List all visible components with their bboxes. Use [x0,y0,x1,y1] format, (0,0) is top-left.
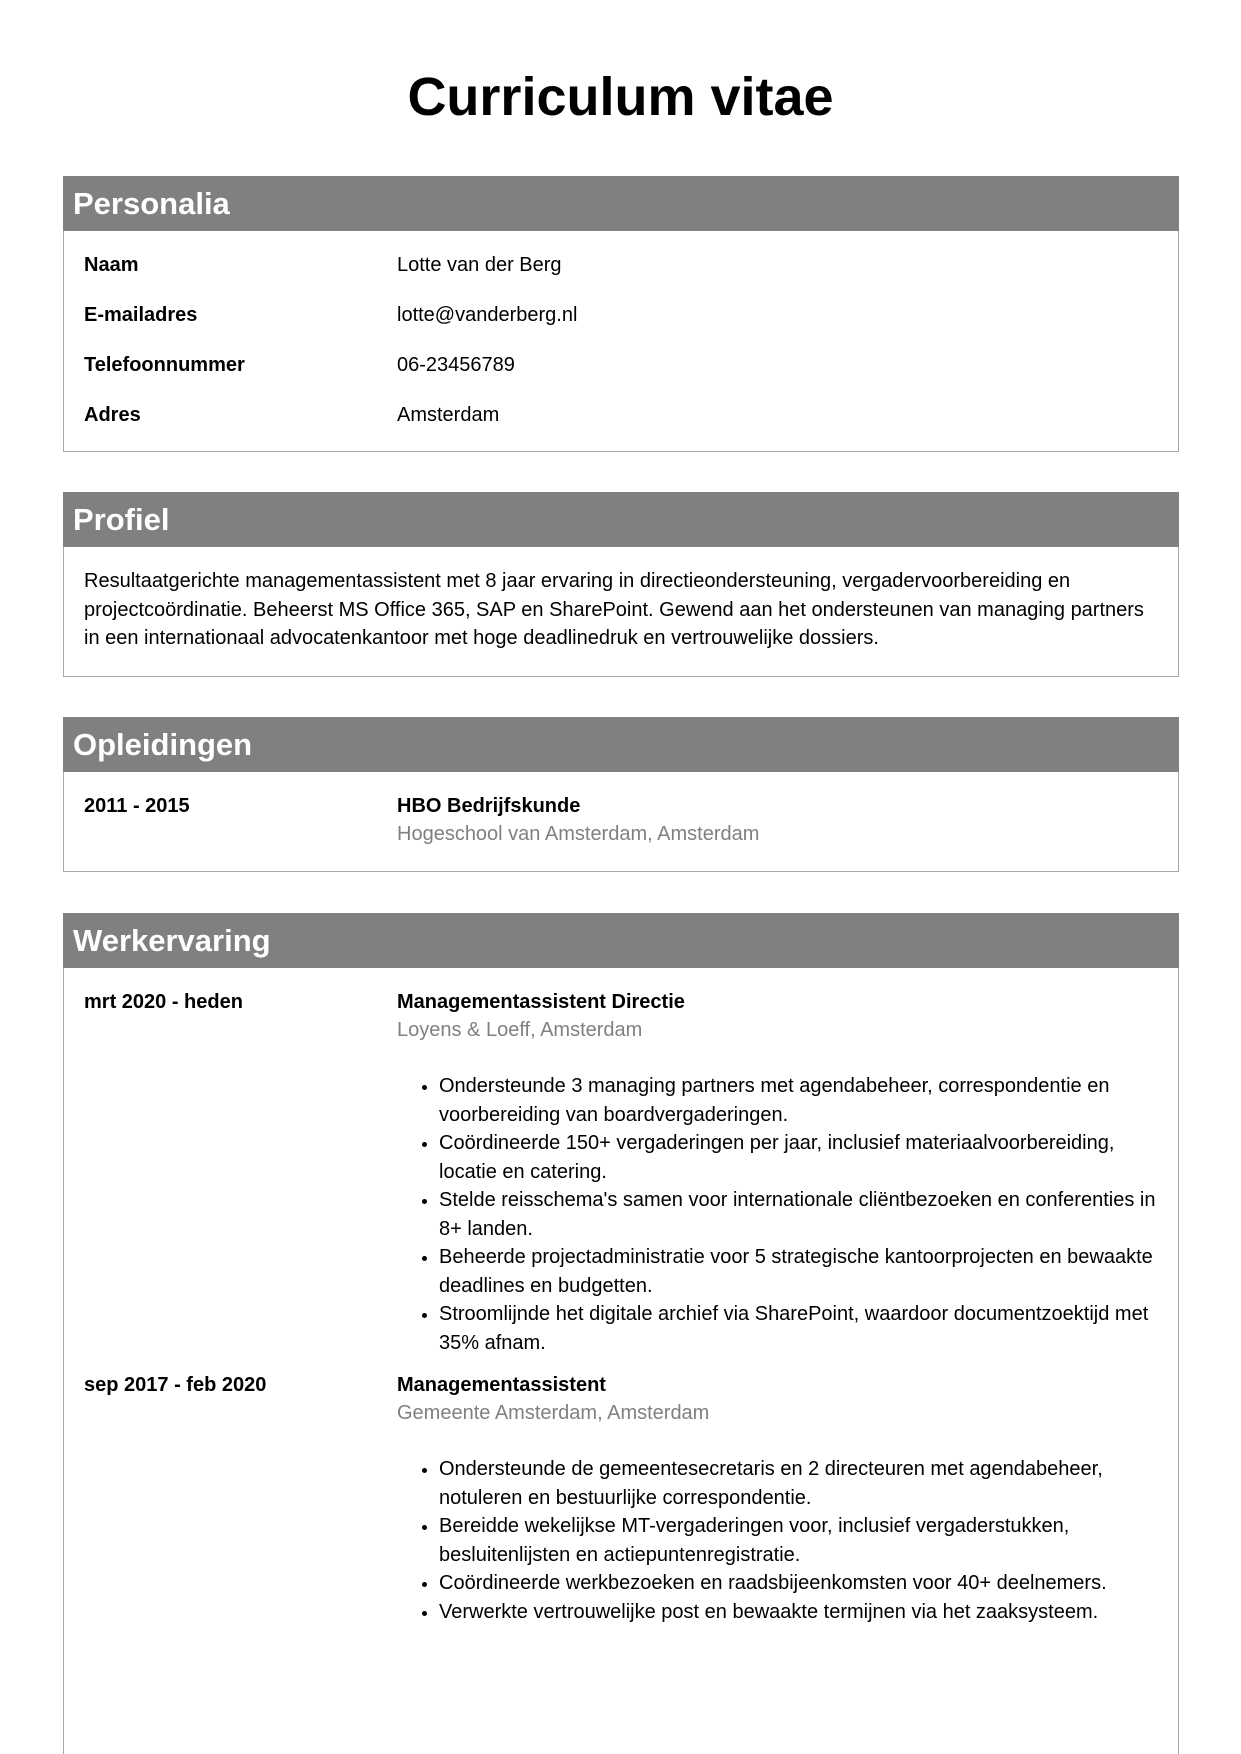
entry-organization: Loyens & Loeff, Amsterdam [397,1019,643,1041]
opleidingen-section [63,717,1179,872]
entry-period: 2011 - 2015 [84,795,190,817]
field-value: Lotte van der Berg [397,254,562,276]
field-label: Telefoonnummer [84,354,245,376]
profile-text: Resultaatgerichte managementassistent met 8 jaar ervaring in directieondersteuning, vergadervoorbereiding en projectcoördinatie. Beheerst MS Office 365, SAP en SharePoint. Gewend aan het ondersteunen van managing partners in een internationaal advocatenkantoor met hoge deadlinedruk en vertrouwelijke dossiers. [84,570,1144,649]
list-item: • Bereidde wekelijkse MT-vergaderingen voor, inclusief vergaderstukken, besluitenlijsten en actiepuntenregistratie. [439,1512,1158,1569]
entry-period: sep 2017 - feb 2020 [84,1374,267,1396]
entry-organization: Gemeente Amsterdam, Amsterdam [397,1402,710,1424]
entry-bullet-list [397,1455,1158,1626]
werkervaring-section [63,913,1179,1754]
education-entry [84,792,1158,848]
list-item: • Verwerkte vertrouwelijke post en bewaakte termijnen via het zaaksysteem. [439,1598,1158,1627]
field-label: Adres [84,404,141,426]
personalia-heading: Personalia [63,176,1179,231]
entry-title: HBO Bedrijfskunde [397,795,581,817]
work-entry [84,1371,1158,1626]
list-item: • Ondersteunde 3 managing partners met agendabeheer, correspondentie en voorbereiding van boardvergaderingen. [439,1072,1158,1129]
profiel-section [63,492,1179,677]
entry-organization: Hogeschool van Amsterdam, Amsterdam [397,823,760,845]
list-item: • Beheerde projectadministratie voor 5 strategische kantoorprojecten en bewaakte deadlines en budgetten. [439,1243,1158,1300]
personalia-row-telefoon [84,351,1158,401]
opleidingen-heading: Opleidingen [63,717,1179,772]
personalia-section [63,176,1179,452]
field-label: E-mailadres [84,304,198,326]
list-item: • Ondersteunde de gemeentesecretaris en 2 directeuren met agendabeheer, notuleren en bestuurlijke correspondentie. [439,1455,1158,1512]
entry-title: Managementassistent [397,1374,606,1396]
personalia-row-adres [84,401,1158,451]
page-title: Curriculum vitae [407,67,834,127]
werkervaring-heading: Werkervaring [63,913,1179,968]
field-value: 06-23456789 [397,354,515,376]
work-entry [84,988,1158,1357]
list-item: • Stroomlijnde het digitale archief via SharePoint, waardoor documentzoektijd met 35% afnam. [439,1300,1158,1357]
personalia-row-naam [84,251,1158,301]
list-item: • Stelde reisschema's samen voor internationale cliëntbezoeken en conferenties in 8+ landen. [439,1186,1158,1243]
list-item: • Coördineerde 150+ vergaderingen per jaar, inclusief materiaalvoorbereiding, locatie en catering. [439,1129,1158,1186]
entry-bullet-list [397,1072,1158,1357]
field-value: Amsterdam [397,404,500,426]
personalia-row-email [84,301,1158,351]
field-value: lotte@vanderberg.nl [397,304,578,326]
entry-period: mrt 2020 - heden [84,991,243,1013]
entry-title: Managementassistent Directie [397,991,685,1013]
field-label: Naam [84,254,139,276]
profiel-heading: Profiel [63,492,1179,547]
list-item: • Coördineerde werkbezoeken en raadsbijeenkomsten voor 40+ deelnemers. [439,1569,1158,1598]
